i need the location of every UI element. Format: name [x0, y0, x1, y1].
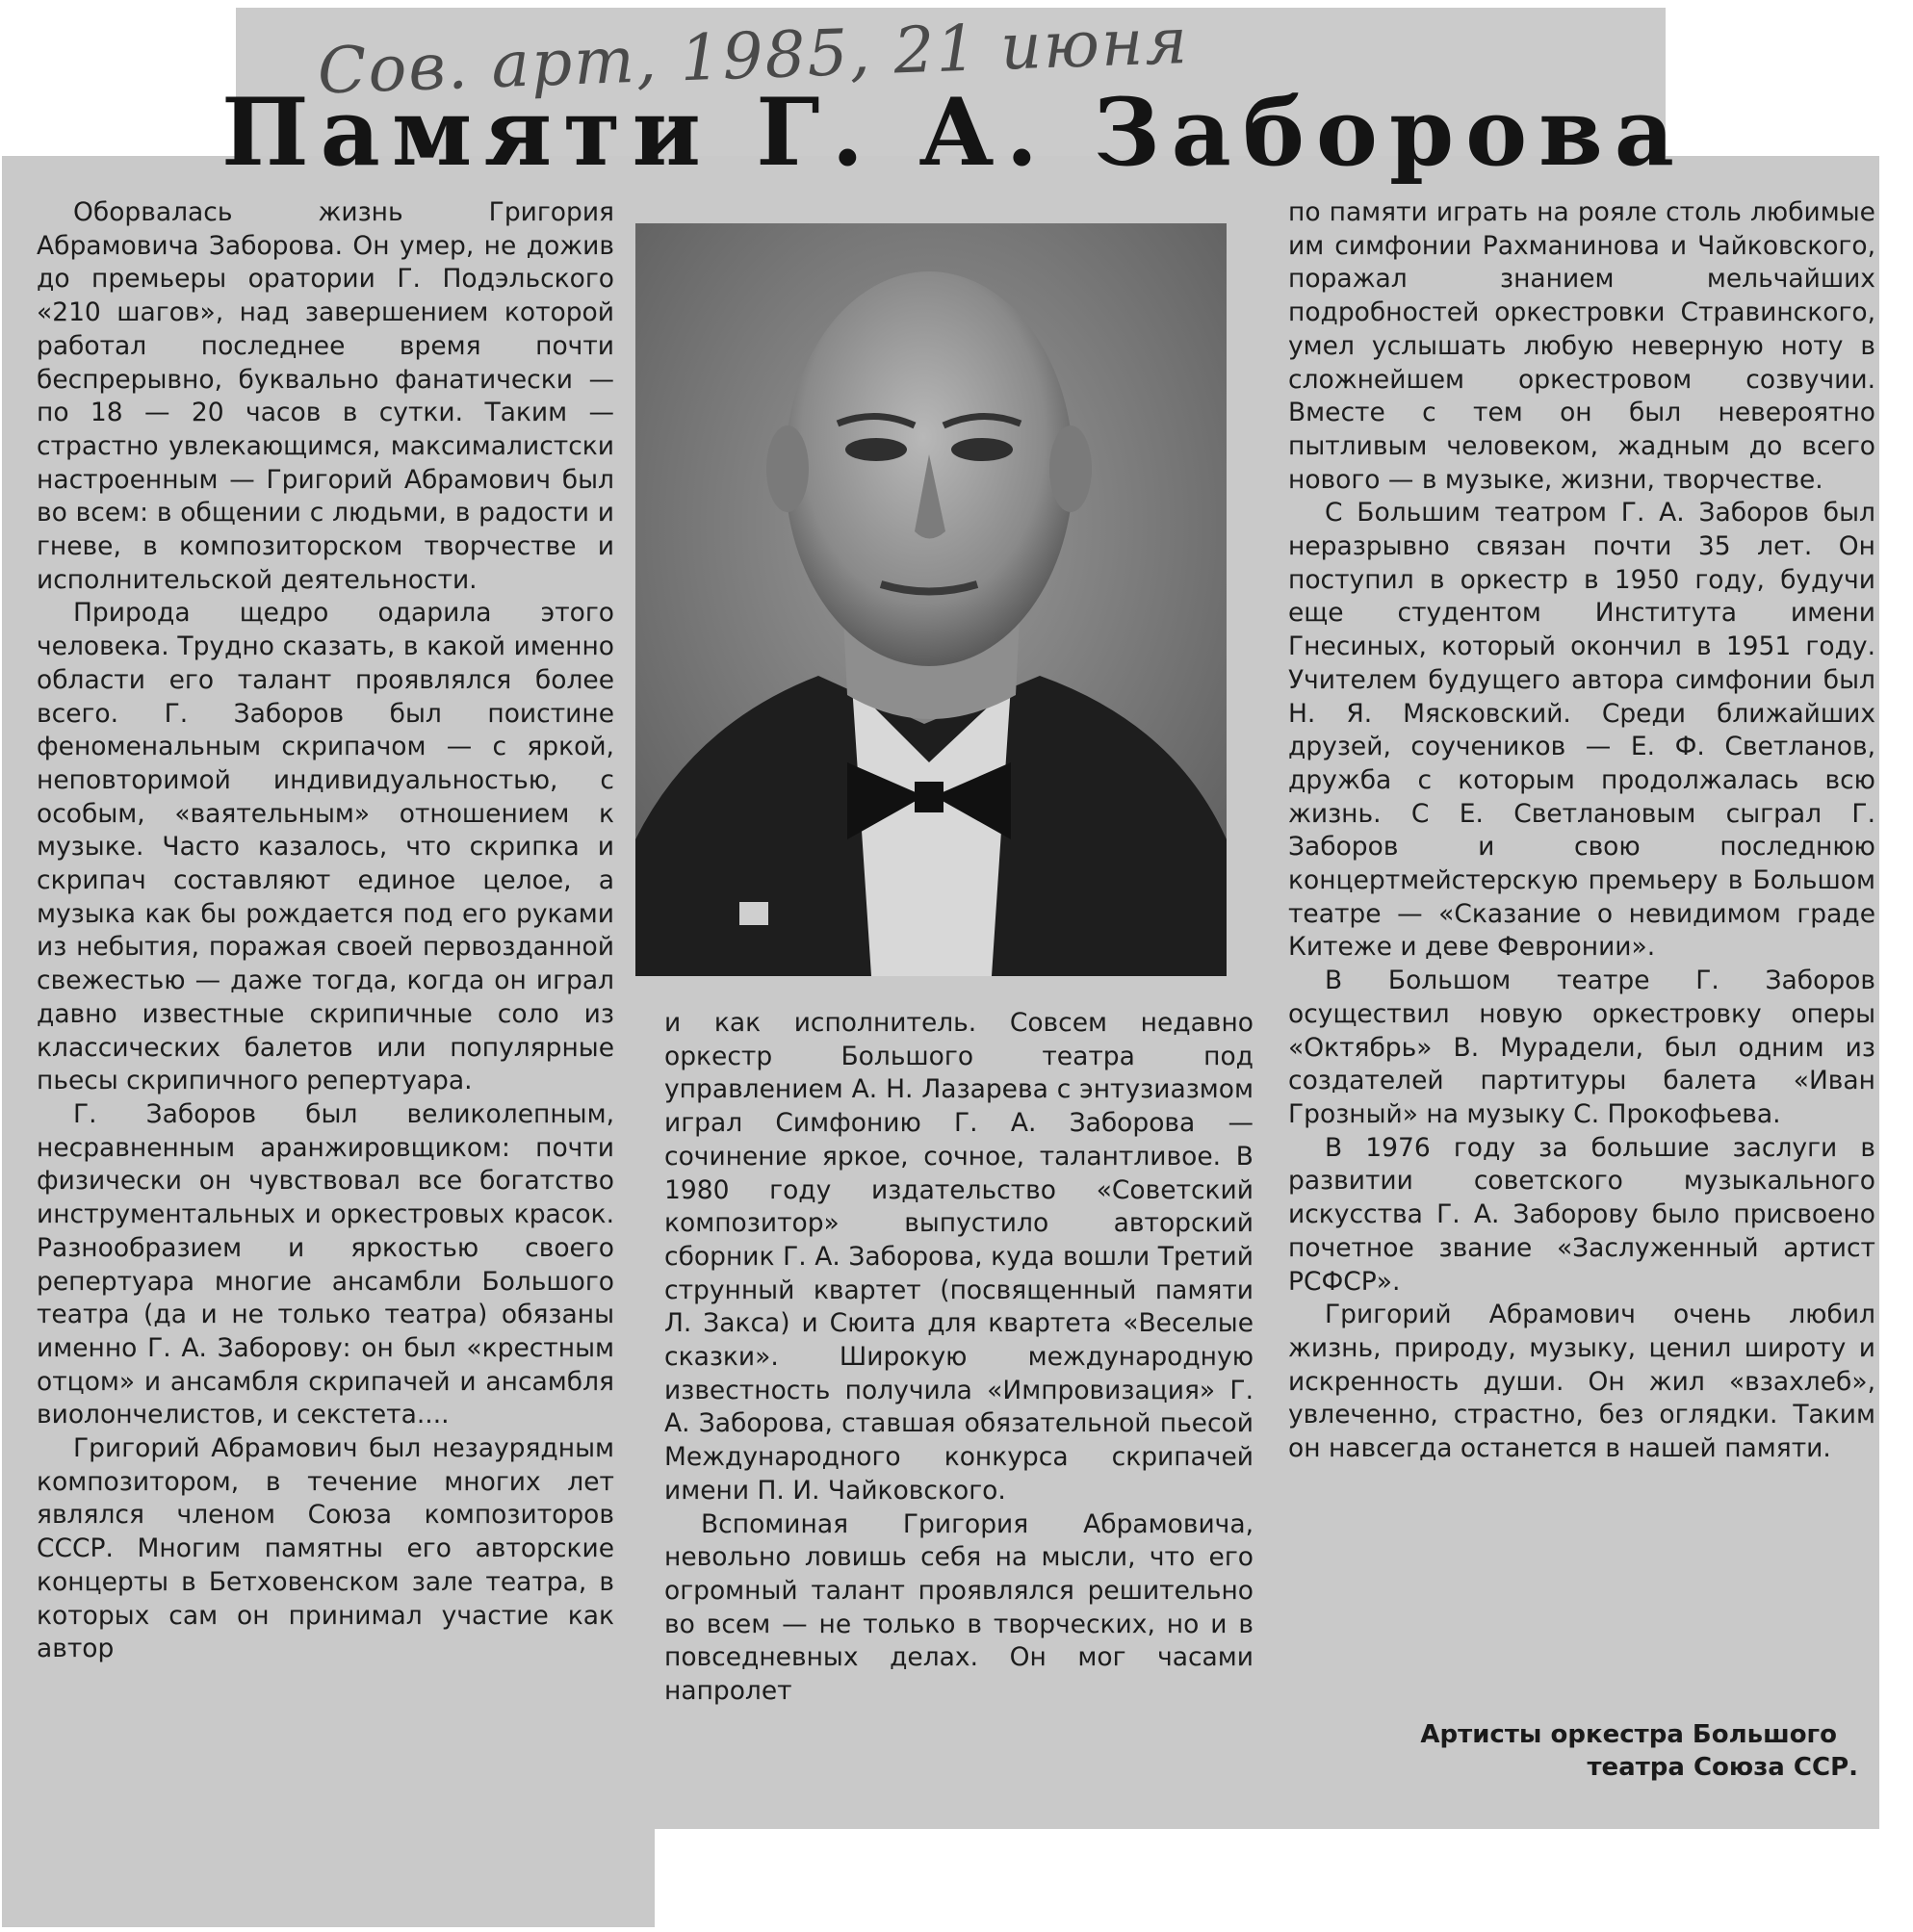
paragraph: Григорий Абрамович очень любил жизнь, природу, музыку, ценил широту и искренность души. Он жил «взахлеб», увлеченно, страстно, без оглядки. Таким он навсегда останется в нашей памяти. [1288, 1300, 1875, 1464]
paragraph: по памяти играть на рояле столь любимые им симфонии Рахманинова и Чайковского, поражал знанием мельчайших подробностей оркестровки Стравинского, умел услышать любую неверную ноту в сложнейшем оркестровом созвучии. Вместе с тем он был невероятно пытливым человеком, жадным до всего нового — в музыке, жизни, творчестве. [1288, 197, 1875, 495]
portrait-photo-icon [635, 223, 1227, 976]
paragraph: Оборвалась жизнь Григория Абрамовича Заборова. Он умер, не дожив до премьеры оратории Г. Подэльского «210 шагов», над завершением которой работал последнее время почти беспрерывно, буквально фанатически — по 18 — 20 часов в сутки. Таким — страстно увлекающимся, максималистски настроенным — Григорий Абрамович был во всем: в общении с людьми, в радости и гневе, в композиторском творчестве и исполнительской деятельности. [37, 197, 614, 595]
signature-line: театра Союза ССР. [1587, 1753, 1858, 1782]
article-column-3 [1288, 196, 1875, 1466]
paragraph: С Большим театром Г. А. Заборов был неразрывно связан почти 35 лет. Он поступил в оркестр в 1950 году, будучи еще студентом Института имени Гнесиных, который окончил в 1951 году. Учителем будущего автора симфонии был Н. Я. Мясковский. Среди ближайших друзей, соучеников — Е. Ф. Светланов, дружба с которым продолжалась всю жизнь. С Е. Светлановым сыграл Г. Заборов и свою последнюю концертмейстерскую премьеру в Большом театре — «Сказание о невидимом граде Китеже и деве Февронии». [1288, 498, 1875, 963]
article-signature [1309, 1718, 1858, 1784]
handwritten-date-note: Сов. арт, 1985, 21 июня [316, 3, 1191, 109]
portrait-photo [635, 223, 1227, 976]
paragraph: Г. Заборов был великолепным, несравненным аранжировщиком: почти физически он чувствовал все богатство инструментальных и оркестровых красок. Разнообразием и яркостью своего репертуара многие ансамбли Большого театра (да и не только театра) обязаны именно Г. А. Заборову: он был «крестным отцом» и ансамбля скрипачей и ансамбля виолончелистов, и секстета.... [37, 1098, 614, 1430]
article-headline: Памяти Г. А. Заборова [221, 78, 1686, 187]
article-column-2 [664, 1007, 1254, 1709]
paragraph: Природа щедро одарила этого человека. Трудно сказать, в какой именно области его талант проявлялся более всего. Г. Заборов был поистине феноменальным скрипачом — с яркой, неповторимой индивидуальностью, с особым, «ваятельным» отношением к музыке. Часто казалось, что скрипка и скрипач составляют единое целое, а музыка как бы рождается под его руками из небытия, поражая своей первозданной свежестью — даже тогда, когда он играл давно известные скрипичные соло из классических балетов или популярные пьесы скрипичного репертуара. [37, 598, 614, 1096]
article-column-1 [37, 196, 614, 1666]
paragraph: и как исполнитель. Совсем недавно оркестр Большого театра под управлением А. Н. Лазарева с энтузиазмом играл Симфонию Г. А. Заборова — сочинение яркое, сочное, талантливое. В 1980 году издательство «Советский композитор» выпустило авторский сборник Г. А. Заборова, куда вошли Третий струнный квартет (посвященный памяти Л. Закса) и Сюита для квартета «Веселые сказки». Широкую международную известность получила «Импровизация» Г. А. Заборова, ставшая обязательной пьесой Международного конкурса скрипачей имени П. И. Чайковского. [664, 1008, 1254, 1506]
paragraph: Вспоминая Григория Абрамовича, невольно ловишь себя на мысли, что его огромный талант проявлялся решительно во всем — не только в творческих, но и в повседневных делах. Он мог часами напролет [664, 1508, 1254, 1707]
paragraph: В 1976 году за большие заслуги в развитии советского музыкального искусства Г. А. Заборову было присвоено почетное звание «Заслуженный артист РСФСР». [1288, 1132, 1875, 1297]
clipping-torn-edge [655, 1829, 1897, 1932]
signature-line: Артисты оркестра Большого [1420, 1720, 1837, 1749]
paragraph: В Большом театре Г. Заборов осуществил новую оркестровку оперы «Октябрь» В. Мурадели, был одним из создателей партитуры балета «Иван Грозный» на музыку С. Прокофьева. [1288, 966, 1875, 1129]
paragraph: Григорий Абрамович был незаурядным композитором, в течение многих лет являлся членом Союза композиторов СССР. Многим памятны его авторские концерты в Бетховенском зале театра, в которых сам он принимал участие как автор [37, 1433, 614, 1664]
